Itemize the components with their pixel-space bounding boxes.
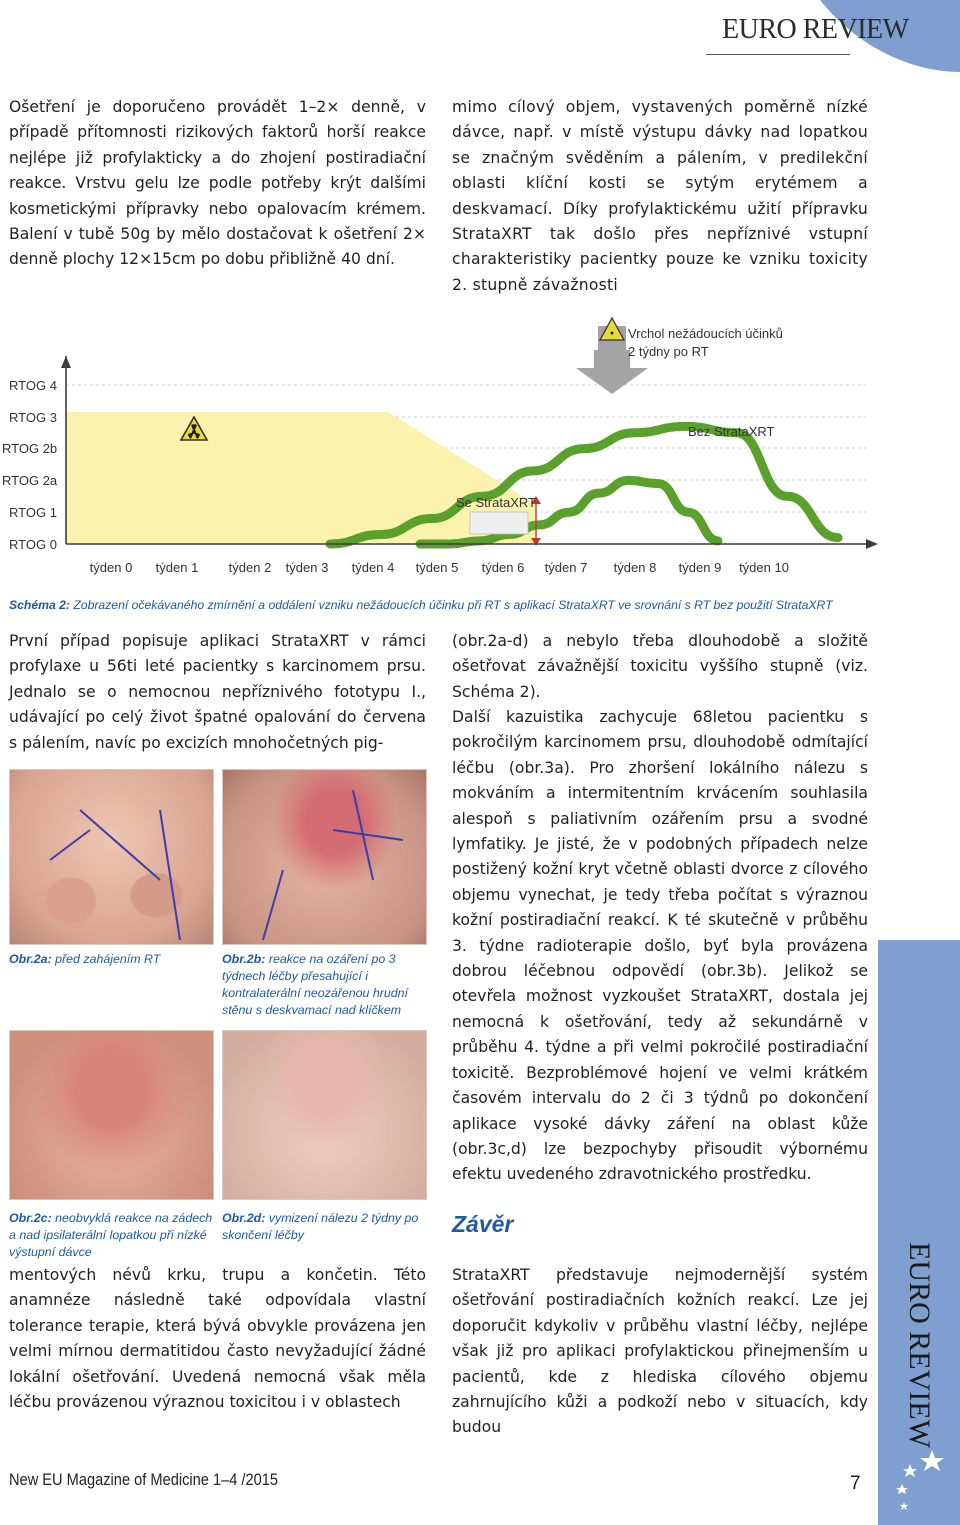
product-thumbnail xyxy=(470,512,528,534)
y-tick-label: RTOG 0 xyxy=(9,537,57,552)
caption-2a-text: před zahájením RT xyxy=(51,952,161,966)
caption-2c xyxy=(9,1210,219,1261)
col2-top-paragraph: mimo cílový objem, vystavených poměrně nízké dávce, např. v místě výstupu dávky nad lopatkou se značným svěděním a pálením, v predilekční oblasti klíční kosti se sytým erytémem a deskvamací. Díky profylaktickému užití přípravku StrataXRT tak došlo přes nepříznivé vstupní charakteristiky pacientky pouze ke vzniku toxicity 2. stupně závažnosti xyxy=(452,98,868,294)
col2-mid-paragraph-2: Další kazuistika zachycuje 68letou pacientku s pokročilým karcinomem prsu, dlouhodobě odmítající léčbu (obr.3a). Pro zhoršení lokálního nálezu s mokváním a intermitentním krvácením souhlasila alespoň s paliativním ozářením prsu a svodné lymfatiky. Je jisté, že v podobných případech nelze postižený kožní kryt včetně oblasti dvorce z cílového objemu vynechat, je tedy třeba počítat s výraznou kožní postiradiační reakcí. K té skutečně v průběhu 3. týdne radioterapie došlo, byť byla provázena dobrou léčebnou odpovědí (obr.3b). Jelikož se otevřela možnost vyzkoušet StrataXRT, dostala jej nemocná k ošetřování, tedy až sekundárně v průběhu 4. týdne a při velmi pokročilé postiradiační toxicitě. Bezproblémové hojení ve velmi krátkém časovém intervalu do 2 či 3 týdnů po dokončení aplikace vysoké dávky záření na oblast kůže (obr.3c,d) lze bezpochyby přisoudit výbornému efektu uvedeného zdravotnického prostředku. xyxy=(452,708,868,1184)
caption-2d-label: Obr.2d: xyxy=(222,1211,266,1225)
y-tick-label: RTOG 3 xyxy=(9,410,57,425)
series-label-with: Se StrataXRT xyxy=(456,495,536,510)
caption-2b-label: Obr.2b: xyxy=(222,952,266,966)
caption-2b xyxy=(222,951,422,1019)
caption-2c-text: neobvyklá reakce na zádech a nad ipsilaterální lopatkou při nízké výstupní dávce xyxy=(9,1211,213,1259)
x-tick-label: týden 4 xyxy=(351,560,395,575)
x-tick-label: týden 7 xyxy=(544,560,588,575)
x-tick-label: týden 1 xyxy=(155,560,199,575)
y-tick-label: RTOG 2b xyxy=(2,441,58,456)
schema-caption-text: Zobrazení očekávaného zmírnění a oddálení vzniku nežádoucích účinku při RT s aplikací StrataXRT ve srovnání s RT bez použití StrataXRT xyxy=(69,598,833,612)
photo-2c xyxy=(9,1030,214,1200)
footer-magazine: New EU Magazine of Medicine 1–4 /2015 xyxy=(9,1470,279,1489)
col2-mid-paragraph-1: (obr.2a-d) a nebylo třeba dlouhodobě a složitě ošetřovat závažnější toxicitu vyššího stupně (viz. Schéma 2). xyxy=(452,632,868,701)
caption-2d-text: vymizení nálezu 2 týdny po skončení léčby xyxy=(222,1211,419,1242)
header-brand: EURO REVIEW xyxy=(722,14,909,45)
x-tick-label: týden 3 xyxy=(285,560,329,575)
photo-2b xyxy=(222,769,427,945)
y-tick-label: RTOG 4 xyxy=(9,378,57,393)
x-tick-label: týden 2 xyxy=(228,560,272,575)
peak-annotation: Vrchol nežádoucích účinků xyxy=(628,326,783,341)
col2-bottom-paragraph: StrataXRT představuje nejmodernější systém ošetřování postiradiačních kožních reakcí. Lze jej doporučit kdykoliv v průběhu vlastní léčby, nejlépe však již pro aplikaci profylaktickou přinejmenším u pacientů, kde z hlediska cílového objemu zahrnujícího kůži a podkoží nebo v situacích, kdy budou xyxy=(452,1266,868,1437)
schema-caption-bold: Schéma 2: xyxy=(9,598,70,612)
caption-2a-label: Obr.2a: xyxy=(9,952,52,966)
page-number: 7 xyxy=(850,1473,861,1494)
caption-2b-text: reakce na ozáření po 3 týdnech léčby přesahující i kontralaterální neozářenou hrudní stěnu s deskvamací nad klíčkem xyxy=(222,952,408,1017)
y-tick-label: RTOG 2a xyxy=(2,473,58,488)
caption-2c-label: Obr.2c: xyxy=(9,1211,52,1225)
photo-2d xyxy=(222,1030,427,1200)
x-tick-label: týden 0 xyxy=(89,560,133,575)
photo-2a xyxy=(9,769,214,945)
col1-mid-paragraph: První případ popisuje aplikaci StrataXRT v rámci profylaxe u 56ti leté pacientky s karcinomem prsu. Jednalo se o nemocnou nepříznivého fototypu I., udávající po celý život špatné opalování do červena s pálením, navíc po excizích mnohočetných pig- xyxy=(9,632,426,752)
stars-icon xyxy=(882,1440,958,1520)
toxicity-chart xyxy=(0,312,960,582)
x-tick-label: týden 6 xyxy=(481,560,525,575)
x-tick-label: týden 8 xyxy=(613,560,657,575)
x-tick-label: týden 9 xyxy=(678,560,722,575)
caption-2a xyxy=(9,951,209,968)
y-tick-label: RTOG 1 xyxy=(9,505,57,520)
x-tick-label: týden 5 xyxy=(415,560,459,575)
side-brand: EURO REVIEW xyxy=(903,1242,936,1448)
radiation-period-area xyxy=(66,412,535,544)
col1-top-paragraph: Ošetření je doporučeno provádět 1–2× denně, v případě přítomnosti rizikových faktorů horší reakce nejlépe již profylakticky a do zhojení postiradiační reakce. Vrstvu gelu lze podle potřeby krýt dalšími kosmetickými přípravky nebo opalovacím krémem. Balení v tubě 50g by mělo dostačovat k ošetření 2× denně plochy 12×15cm po dobu přibližně 40 dní. xyxy=(9,98,426,269)
header-rule xyxy=(706,54,850,55)
caption-2d xyxy=(222,1210,422,1244)
peak-annotation-2: 2 týdny po RT xyxy=(628,344,709,359)
col1-bottom-paragraph: mentových névů krku, trupu a končetin. Této anamnéze následně také odpovídala vlastní tolerance terapie, která bývá obvykle provázena jen velmi mírnou dermatitidou často nevyžadující žádné lokální ošetřování. Uvedená nemocná však měla léčbu provázenou výraznou toxicitou i v oblastech xyxy=(9,1266,426,1412)
section-heading: Závěr xyxy=(452,1211,514,1237)
x-tick-label: týden 10 xyxy=(739,560,789,575)
series-label-without: Bez StrataXRT xyxy=(688,424,775,439)
schema-caption xyxy=(9,597,909,614)
